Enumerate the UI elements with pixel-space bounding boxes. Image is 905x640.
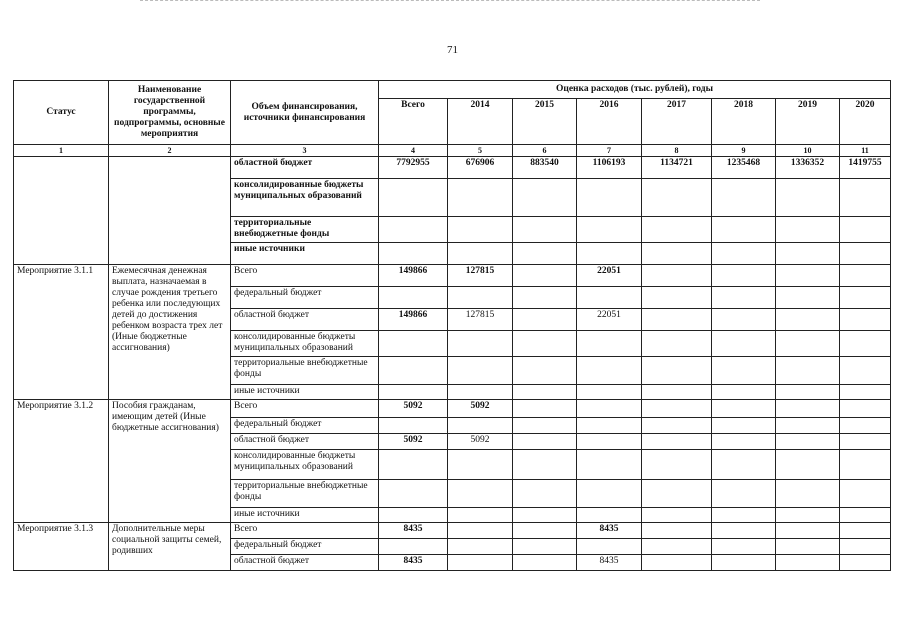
source-label: областной бюджет bbox=[231, 157, 379, 179]
header-year: 2018 bbox=[712, 99, 776, 145]
value-cell: 127815 bbox=[448, 265, 513, 287]
column-number: 6 bbox=[513, 145, 577, 157]
measure-name: Ежемесячная денежная выплата, назначаемая в случае рождения третьего ребенка или последующих детей до достижения ребенком возраста трех лет (Иные бюджетные ассигнования) bbox=[109, 265, 231, 400]
value-cell bbox=[448, 523, 513, 539]
value-cell: 676906 bbox=[448, 157, 513, 179]
table-row bbox=[14, 265, 891, 287]
column-number: 2 bbox=[109, 145, 231, 157]
source-label: Всего bbox=[231, 523, 379, 539]
table-row bbox=[14, 157, 891, 179]
header-year: 2015 bbox=[513, 99, 577, 145]
source-label: консолидированные бюджеты муниципальных образований bbox=[231, 331, 379, 357]
measure-name: Пособия гражданам, имеющим детей (Иные бюджетные ассигнования) bbox=[109, 400, 231, 523]
column-number: 11 bbox=[840, 145, 891, 157]
source-label: областной бюджет bbox=[231, 434, 379, 450]
value-cell: 1134721 bbox=[642, 157, 712, 179]
header-year: 2014 bbox=[448, 99, 513, 145]
name-cell-empty bbox=[109, 157, 231, 265]
value-cell bbox=[513, 265, 577, 287]
value-cell: 8435 bbox=[379, 523, 448, 539]
source-label: иные источники bbox=[231, 508, 379, 523]
header-year: 2016 bbox=[577, 99, 642, 145]
header-estimate-title: Оценка расходов (тыс. рублей), годы bbox=[379, 81, 891, 99]
column-number: 4 bbox=[379, 145, 448, 157]
table-row bbox=[14, 400, 891, 418]
value-cell: 1106193 bbox=[577, 157, 642, 179]
source-label: федеральный бюджет bbox=[231, 418, 379, 434]
value-cell: 5092 bbox=[379, 400, 448, 418]
scan-edge-mark bbox=[140, 0, 760, 7]
source-label: консолидированные бюджеты муниципальных образований bbox=[231, 179, 379, 217]
header-year: 2020 bbox=[840, 99, 891, 145]
value-cell: 5092 bbox=[379, 434, 448, 450]
value-cell: 7792955 bbox=[379, 157, 448, 179]
header-year: 2019 bbox=[776, 99, 840, 145]
measure-status: Мероприятие 3.1.2 bbox=[14, 400, 109, 523]
source-label: иные источники bbox=[231, 243, 379, 265]
value-cell: 8435 bbox=[577, 523, 642, 539]
header-year: 2017 bbox=[642, 99, 712, 145]
value-cell bbox=[513, 523, 577, 539]
source-label: областной бюджет bbox=[231, 555, 379, 571]
column-number: 3 bbox=[231, 145, 379, 157]
header-status: Статус bbox=[14, 81, 109, 145]
value-cell: 127815 bbox=[448, 309, 513, 331]
value-cell: 22051 bbox=[577, 265, 642, 287]
table-row bbox=[14, 523, 891, 539]
source-label: территориальные внебюджетные фонды bbox=[231, 217, 379, 243]
source-label: территориальные внебюджетные фонды bbox=[231, 480, 379, 508]
value-cell: 883540 bbox=[513, 157, 577, 179]
column-number: 5 bbox=[448, 145, 513, 157]
value-cell: 149866 bbox=[379, 309, 448, 331]
column-number: 8 bbox=[642, 145, 712, 157]
column-number: 10 bbox=[776, 145, 840, 157]
status-cell-empty bbox=[14, 157, 109, 265]
value-cell: 22051 bbox=[577, 309, 642, 331]
source-label: Всего bbox=[231, 400, 379, 418]
value-cell: 8435 bbox=[379, 555, 448, 571]
source-label: иные источники bbox=[231, 385, 379, 400]
header-total: Всего bbox=[379, 99, 448, 145]
header-financing: Объем финансирования, источники финансирования bbox=[231, 81, 379, 145]
source-label: областной бюджет bbox=[231, 309, 379, 331]
column-number: 7 bbox=[577, 145, 642, 157]
measure-status: Мероприятие 3.1.1 bbox=[14, 265, 109, 400]
value-cell bbox=[513, 555, 577, 571]
value-cell: 149866 bbox=[379, 265, 448, 287]
value-cell: 1336352 bbox=[776, 157, 840, 179]
measure-status: Мероприятие 3.1.3 bbox=[14, 523, 109, 571]
measure-name: Дополнительные меры социальной защиты семей, родивших bbox=[109, 523, 231, 571]
header-program-name: Наименование государственной программы, подпрограммы, основные мероприятия bbox=[109, 81, 231, 145]
source-label: федеральный бюджет bbox=[231, 539, 379, 555]
value-cell: 5092 bbox=[448, 400, 513, 418]
column-number: 9 bbox=[712, 145, 776, 157]
value-cell bbox=[513, 309, 577, 331]
source-label: консолидированные бюджеты муниципальных образований bbox=[231, 450, 379, 480]
source-label: Всего bbox=[231, 265, 379, 287]
page-number: 71 bbox=[447, 44, 458, 56]
value-cell: 8435 bbox=[577, 555, 642, 571]
value-cell: 5092 bbox=[448, 434, 513, 450]
source-label: территориальные внебюджетные фонды bbox=[231, 357, 379, 385]
budget-table bbox=[13, 80, 891, 571]
value-cell bbox=[448, 555, 513, 571]
value-cell: 1235468 bbox=[712, 157, 776, 179]
column-number-row bbox=[14, 145, 891, 157]
column-number: 1 bbox=[14, 145, 109, 157]
value-cell: 1419755 bbox=[840, 157, 891, 179]
source-label: федеральный бюджет bbox=[231, 287, 379, 309]
